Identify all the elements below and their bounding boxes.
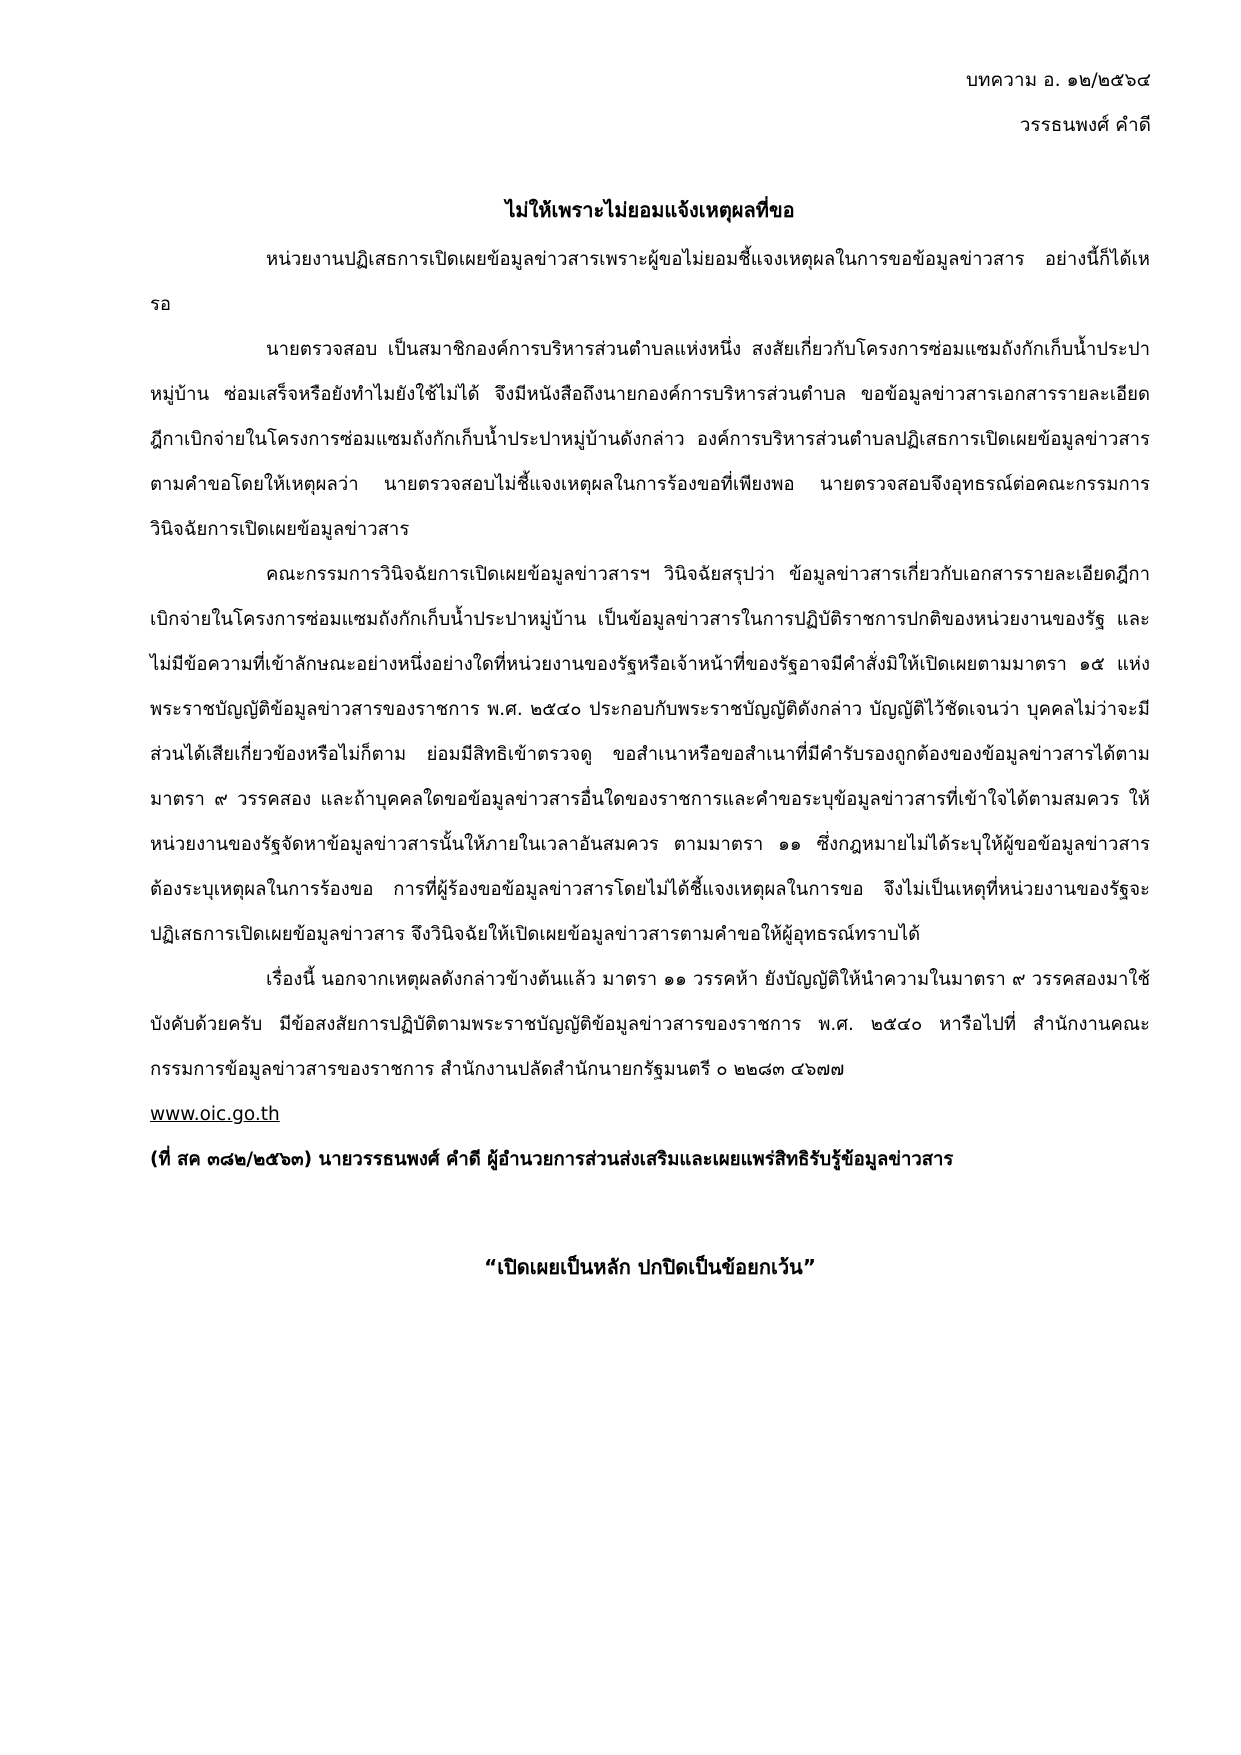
- paragraph-conclusion: เรื่องนี้ นอกจากเหตุผลดังกล่าวข้างต้นแล้ว มาตรา ๑๑ วรรคห้า ยังบัญญัติให้นำความในมาตรา ๙ วรรคสองมาใช้บังคับด้วยครับ มีข้อสงสัยการปฏิบัติตามพระราชบัญญัติข้อมูลข่าวสารของราชการ พ.ศ. ๒๕๔๐ หารือไปที่ สำนักงานคณะกรรมการข้อมูลข่าวสารของราชการ สำนักงานปลัดสำนักนายกรัฐมนตรี ๐ ๒๒๘๓ ๔๖๗๗: [150, 969, 1150, 1080]
- article-title: ไม่ให้เพราะไม่ยอมแจ้งเหตุผลที่ขอ: [505, 198, 795, 222]
- paragraph-case-facts: นายตรวจสอบ เป็นสมาชิกองค์การบริหารส่วนตำบลแห่งหนึ่ง สงสัยเกี่ยวกับโครงการซ่อมแซมถังกักเก็บน้ำประปาหมู่บ้าน ซ่อมเสร็จหรือยังทำไมยังใช้ไม่ได้ จึงมีหนังสือถึงนายกองค์การบริหารส่วนตำบล ขอข้อมูลข่าวสารเอกสารรายละเอียดฎีกาเบิกจ่ายในโครงการซ่อมแซมถังกักเก็บน้ำประปาหมู่บ้านดังกล่าว องค์การบริหารส่วนตำบลปฏิเสธการเปิดเผยข้อมูลข่าวสารตามคำขอโดยให้เหตุผลว่า นายตรวจสอบไม่ชี้แจงเหตุผลในการร้องขอที่เพียงพอ นายตรวจสอบจึงอุทธรณ์ต่อคณะกรรมการวินิจฉัยการเปิดเผยข้อมูลข่าวสาร: [150, 339, 1150, 540]
- case-reference-line: (ที่ สค ๓๘๒/๒๕๖๓) นายวรรธนพงศ์ คำดี ผู้อำนวยการส่วนส่งเสริมและเผยแพร่สิทธิรับรู้ข้อมูลข่าวสาร: [150, 1149, 954, 1170]
- paragraph-question: หน่วยงานปฏิเสธการเปิดเผยข้อมูลข่าวสารเพราะผู้ขอไม่ยอมชี้แจงเหตุผลในการขอข้อมูลข่าวสาร อย่างนี้ก็ได้เหรอ: [150, 249, 1150, 315]
- article-body: [150, 237, 1150, 1182]
- slogan: “เปิดเผยเป็นหลัก ปกปิดเป็นข้อยกเว้น”: [484, 1255, 816, 1279]
- paragraph-committee-decision: คณะกรรมการวินิจฉัยการเปิดเผยข้อมูลข่าวสารฯ วินิจฉัยสรุปว่า ข้อมูลข่าวสารเกี่ยวกับเอกสารรายละเอียดฎีกาเบิกจ่ายในโครงการซ่อมแซมถังกักเก็บน้ำประปาหมู่บ้าน เป็นข้อมูลข่าวสารในการปฏิบัติราชการปกติของหน่วยงานของรัฐ และไม่มีข้อความที่เข้าลักษณะอย่างหนึ่งอย่างใดที่หน่วยงานของรัฐหรือเจ้าหน้าที่ของรัฐอาจมีคำสั่งมิให้เปิดเผยตามมาตรา ๑๕ แห่งพระราชบัญญัติข้อมูลข่าวสารของราชการ พ.ศ. ๒๕๔๐ ประกอบกับพระราชบัญญัติดังกล่าว บัญญัติไว้ชัดเจนว่า บุคคลไม่ว่าจะมีส่วนได้เสียเกี่ยวข้องหรือไม่ก็ตาม ย่อมมีสิทธิเข้าตรวจดู ขอสำเนาหรือขอสำเนาที่มีคำรับรองถูกต้องของข้อมูลข่าวสารได้ตามมาตรา ๙ วรรคสอง และถ้าบุคคลใดขอข้อมูลข่าวสารอื่นใดของราชการและคำขอระบุข้อมูลข่าวสารที่เข้าใจได้ตามสมควร ให้หน่วยงานของรัฐจัดหาข้อมูลข่าวสารนั้นให้ภายในเวลาอันสมควร ตามมาตรา ๑๑ ซึ่งกฎหมายไม่ได้ระบุให้ผู้ขอข้อมูลข่าวสารต้องระบุเหตุผลในการร้องขอ การที่ผู้ร้องขอข้อมูลข่าวสารโดยไม่ได้ชี้แจงเหตุผลในการขอ จึงไม่เป็นเหตุที่หน่วยงานของรัฐจะปฏิเสธการเปิดเผยข้อมูลข่าวสาร จึงวินิจฉัยให้เปิดเผยข้อมูลข่าวสารตามคำขอให้ผู้อุทธรณ์ทราบได้: [150, 564, 1150, 945]
- article-author: วรรธนพงศ์ คำดี: [1019, 114, 1151, 136]
- website-link[interactable]: www.oic.go.th: [150, 1104, 280, 1125]
- website-line: [150, 1092, 1150, 1137]
- article-reference: บทความ อ. ๑๒/๒๕๖๔: [965, 69, 1151, 91]
